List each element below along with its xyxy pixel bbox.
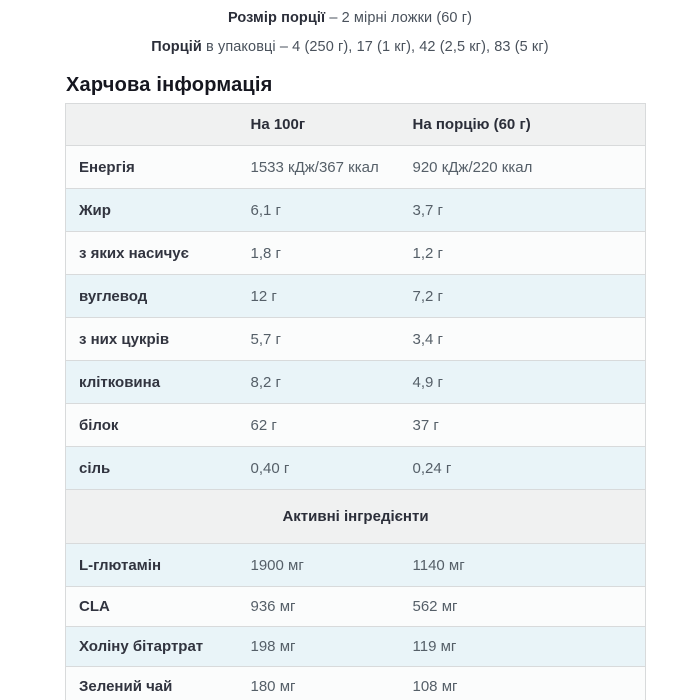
table-row <box>66 275 646 318</box>
value-per-serving: 119 мг <box>412 638 457 655</box>
nutrient-label: з них цукрів <box>79 330 170 348</box>
active-ingredients-section-title: Активні інгредієнти <box>282 508 429 525</box>
table-row <box>66 587 646 627</box>
active-ingredients-section-row <box>66 490 646 544</box>
ingredient-label: CLA <box>79 598 110 615</box>
nutrition-table <box>65 103 646 700</box>
nutrient-label: з яких насичує <box>79 244 189 262</box>
value-per-100g: 936 мг <box>250 598 296 615</box>
servings-per-pack-line <box>0 39 700 55</box>
value-per-serving: 562 мг <box>412 598 458 615</box>
value-per-serving: 4,9 г <box>412 373 443 391</box>
value-per-100g: 62 г <box>250 416 277 434</box>
serving-size-value: – 2 мірні ложки (60 г) <box>329 10 473 26</box>
table-row <box>66 404 646 447</box>
table-row <box>66 627 646 667</box>
servings-per-pack-label: Порцій <box>151 39 202 55</box>
nutrient-label: клітковина <box>79 373 161 391</box>
value-per-serving: 108 мг <box>412 678 458 695</box>
ingredient-label: Холіну бітартрат <box>79 638 204 655</box>
value-per-serving: 37 г <box>412 416 439 434</box>
value-per-serving: 920 кДж/220 ккал <box>412 158 533 176</box>
value-per-100g: 1,8 г <box>250 244 281 262</box>
value-per-100g: 1900 мг <box>250 556 304 574</box>
serving-size-line <box>0 10 700 26</box>
nutrient-label: білок <box>79 416 119 434</box>
value-per-serving: 7,2 г <box>412 287 443 305</box>
table-row <box>66 544 646 587</box>
nutrient-label: Жир <box>79 201 111 219</box>
value-per-100g: 5,7 г <box>250 330 281 348</box>
nutrition-table-body <box>66 146 646 700</box>
ingredient-label: L-глютамін <box>79 556 162 574</box>
nutrient-label: сіль <box>79 459 111 477</box>
serving-size-label: Розмір порції <box>227 10 326 26</box>
page-title: Харчова інформація <box>66 74 273 96</box>
nutrient-label: вуглевод <box>79 287 148 305</box>
table-row <box>66 447 646 490</box>
value-per-serving: 0,24 г <box>412 459 452 477</box>
header-per-serving-column: На порцію (60 г) <box>412 116 531 133</box>
ingredient-label: Зелений чай <box>79 678 173 695</box>
value-per-100g: 0,40 г <box>250 459 290 477</box>
table-row <box>66 361 646 404</box>
value-per-100g: 180 мг <box>250 678 296 695</box>
header-row <box>66 104 646 146</box>
table-row <box>66 232 646 275</box>
servings-per-pack-value: в упаковці – 4 (250 г), 17 (1 кг), 42 (2,5 кг), 83 (5 кг) <box>206 39 549 55</box>
value-per-100g: 1533 кДж/367 ккал <box>250 158 379 176</box>
header-per-100g-column: На 100г <box>250 116 306 133</box>
table-row <box>66 189 646 232</box>
value-per-100g: 198 мг <box>250 638 296 655</box>
table-row <box>66 667 646 700</box>
value-per-100g: 6,1 г <box>250 201 281 219</box>
value-per-serving: 3,4 г <box>412 330 443 348</box>
value-per-serving: 3,7 г <box>412 201 443 219</box>
value-per-serving: 1,2 г <box>412 244 443 262</box>
value-per-100g: 12 г <box>250 287 277 305</box>
table-row <box>66 146 646 189</box>
value-per-100g: 8,2 г <box>250 373 281 391</box>
value-per-serving: 1140 мг <box>412 556 465 574</box>
table-row <box>66 318 646 361</box>
nutrient-label: Енергія <box>79 158 135 176</box>
nutrition-table-header <box>66 104 646 146</box>
header-nutrient-column <box>66 104 251 146</box>
